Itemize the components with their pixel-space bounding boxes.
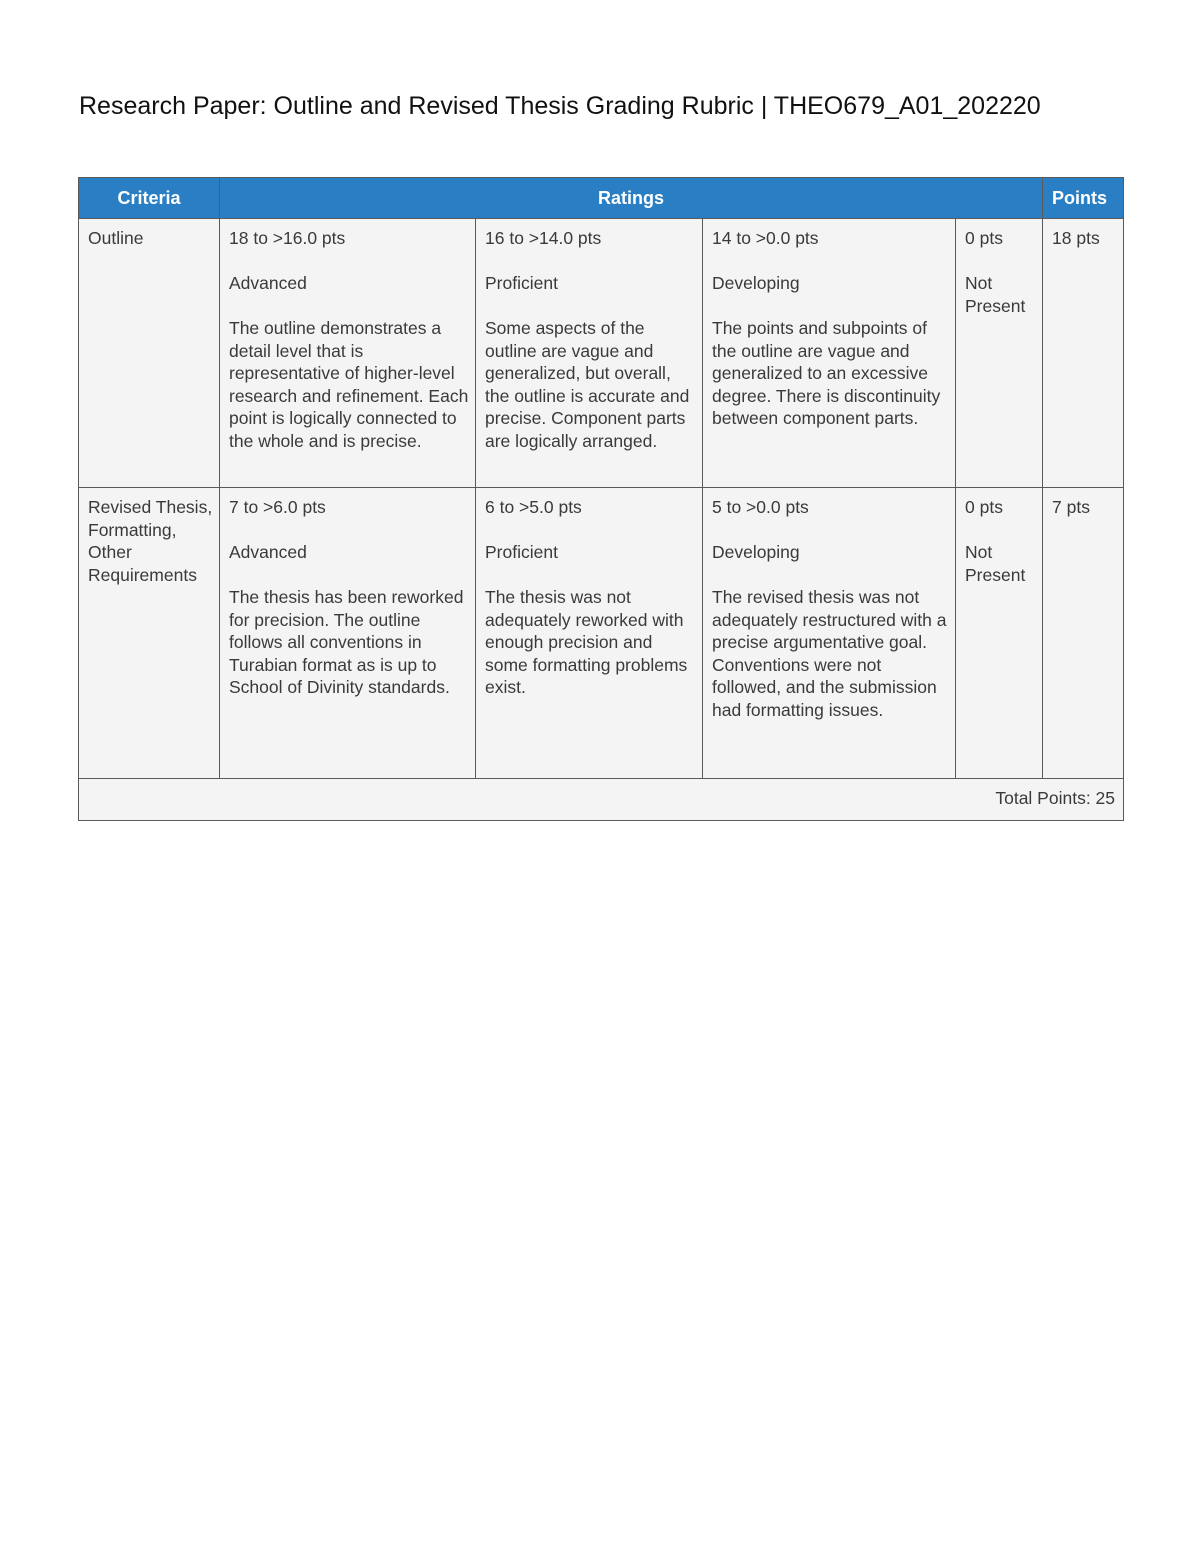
rubric-table bbox=[78, 177, 1124, 821]
rating-cell bbox=[220, 219, 476, 488]
rating-cell bbox=[956, 488, 1043, 779]
page-title: Research Paper: Outline and Revised Thesis Grading Rubric | THEO679_A01_202220 bbox=[79, 92, 1041, 120]
rating-points: 7 to >6.0 pts bbox=[229, 497, 326, 517]
rating-points: 16 to >14.0 pts bbox=[485, 228, 602, 248]
rating-level: Developing bbox=[712, 542, 800, 562]
rating-points: 5 to >0.0 pts bbox=[712, 497, 809, 517]
rating-level: Not Present bbox=[965, 542, 1026, 585]
ratings-header: Ratings bbox=[220, 178, 1043, 219]
rating-points: 18 to >16.0 pts bbox=[229, 228, 346, 248]
rating-cell bbox=[703, 219, 956, 488]
points-cell: 7 pts bbox=[1043, 488, 1124, 779]
rating-points: 0 pts bbox=[965, 228, 1003, 248]
table-header-row bbox=[79, 178, 1124, 219]
rating-cell bbox=[476, 219, 703, 488]
rating-cell bbox=[220, 488, 476, 779]
rating-level: Not Present bbox=[965, 273, 1026, 316]
points-header: Points bbox=[1043, 178, 1124, 219]
rating-points: 14 to >0.0 pts bbox=[712, 228, 819, 248]
rating-level: Proficient bbox=[485, 542, 558, 562]
rating-description: The points and subpoints of the outline are vague and generalized to an excessive degree. There is discontinuity between component parts. bbox=[712, 318, 941, 428]
rating-description: The thesis has been reworked for precision. The outline follows all conventions in Turabian format as is up to School of Divinity standards. bbox=[229, 587, 464, 697]
points-cell: 18 pts bbox=[1043, 219, 1124, 488]
rating-level: Advanced bbox=[229, 273, 307, 293]
rating-points: 0 pts bbox=[965, 497, 1003, 517]
rating-cell bbox=[476, 488, 703, 779]
rating-description: The outline demonstrates a detail level that is representative of higher-level research and refinement. Each point is logically connected to the whole and is precise. bbox=[229, 318, 469, 451]
criteria-header: Criteria bbox=[79, 178, 220, 219]
criterion-cell: Outline bbox=[79, 219, 220, 488]
rating-description: Some aspects of the outline are vague and generalized, but overall, the outline is accurate and precise. Component parts are logically arranged. bbox=[485, 318, 690, 451]
rating-level: Advanced bbox=[229, 542, 307, 562]
rating-points: 6 to >5.0 pts bbox=[485, 497, 582, 517]
table-row bbox=[79, 488, 1124, 779]
rating-level: Proficient bbox=[485, 273, 558, 293]
total-row bbox=[79, 779, 1124, 821]
rating-description: The thesis was not adequately reworked with enough precision and some formatting problems exist. bbox=[485, 587, 688, 697]
rating-cell bbox=[703, 488, 956, 779]
criterion-cell: Revised Thesis, Formatting, Other Requirements bbox=[79, 488, 220, 779]
rating-description: The revised thesis was not adequately restructured with a precise argumentative goal. Conventions were not followed, and the submission had formatting issues. bbox=[712, 587, 947, 720]
rating-cell bbox=[956, 219, 1043, 488]
rating-level: Developing bbox=[712, 273, 800, 293]
total-points: Total Points: 25 bbox=[79, 779, 1124, 821]
table-row bbox=[79, 219, 1124, 488]
